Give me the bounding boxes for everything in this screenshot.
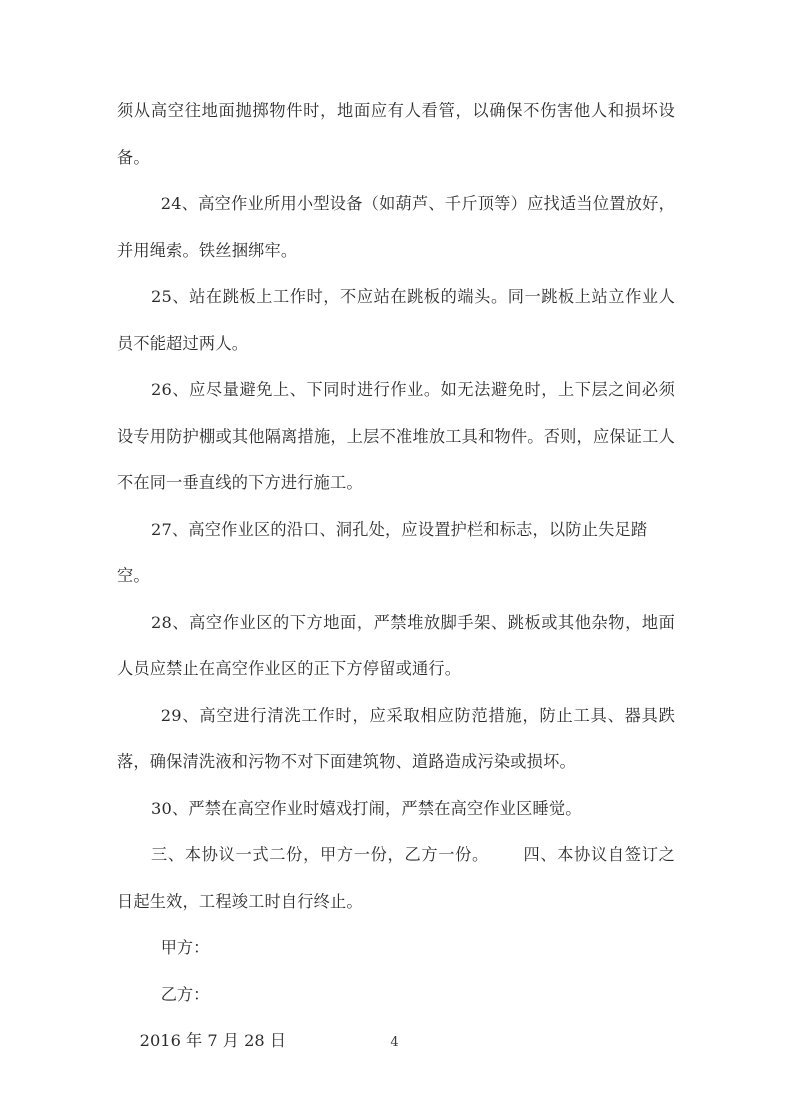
paragraph-item-28: 28、高空作业区的下方地面，严禁堆放脚手架、跳板或其他杂物，地面人员应禁止在高空作业区的正下方停留或通行。 [117, 612, 675, 678]
paragraph-item-24: 24、高空作业所用小型设备（如葫芦、千斤顶等）应找适当位置放好，并用绳索。铁丝捆绑牢。 [117, 194, 675, 260]
clause-four-text: 四、本协议自签订之日起生效，工程竣工时自行终止。 [117, 845, 675, 911]
document-body [117, 88, 675, 1065]
page-number: 4 [390, 1035, 399, 1050]
paragraph-item-27: 27、高空作业区的沿口、洞孔处，应设置护栏和标志，以防止失足踏空。 [117, 519, 648, 585]
paragraph-item-26: 26、应尽量避免上、下同时进行作业。如无法避免时，上下层之间必须设专用防护棚或其他隔离措施，上层不准堆放工具和物件。否则，应保证工人不在同一垂直线的下方进行施工。 [117, 380, 675, 492]
paragraph-item-29: 29、高空进行清洗工作时，应采取相应防范措施，防止工具、器具跌落，确保清洗液和污物不对下面建筑物、道路造成污染或损坏。 [117, 705, 675, 771]
signature-party-b: 乙方： [160, 984, 210, 1004]
paragraph-item-30: 30、严禁在高空作业时嬉戏打闹，严禁在高空作业区睡觉。 [151, 798, 582, 818]
clause-three-text: 三、本协议一式二份，甲方一份，乙方一份。 [151, 845, 489, 864]
paragraph-item-25: 25、站在跳板上工作时，不应站在跳板的端头。同一跳板上站立作业人员不能超过两人。 [117, 287, 675, 353]
paragraph-continuation-23: 须从高空往地面抛掷物件时，地面应有人看管，以确保不伤害他人和损坏设备。 [117, 101, 675, 167]
paragraph-clause-three-four [117, 832, 675, 925]
signature-date: 2016 年 7 月 28 日 [139, 1031, 287, 1050]
signature-party-a: 甲方： [160, 938, 210, 957]
